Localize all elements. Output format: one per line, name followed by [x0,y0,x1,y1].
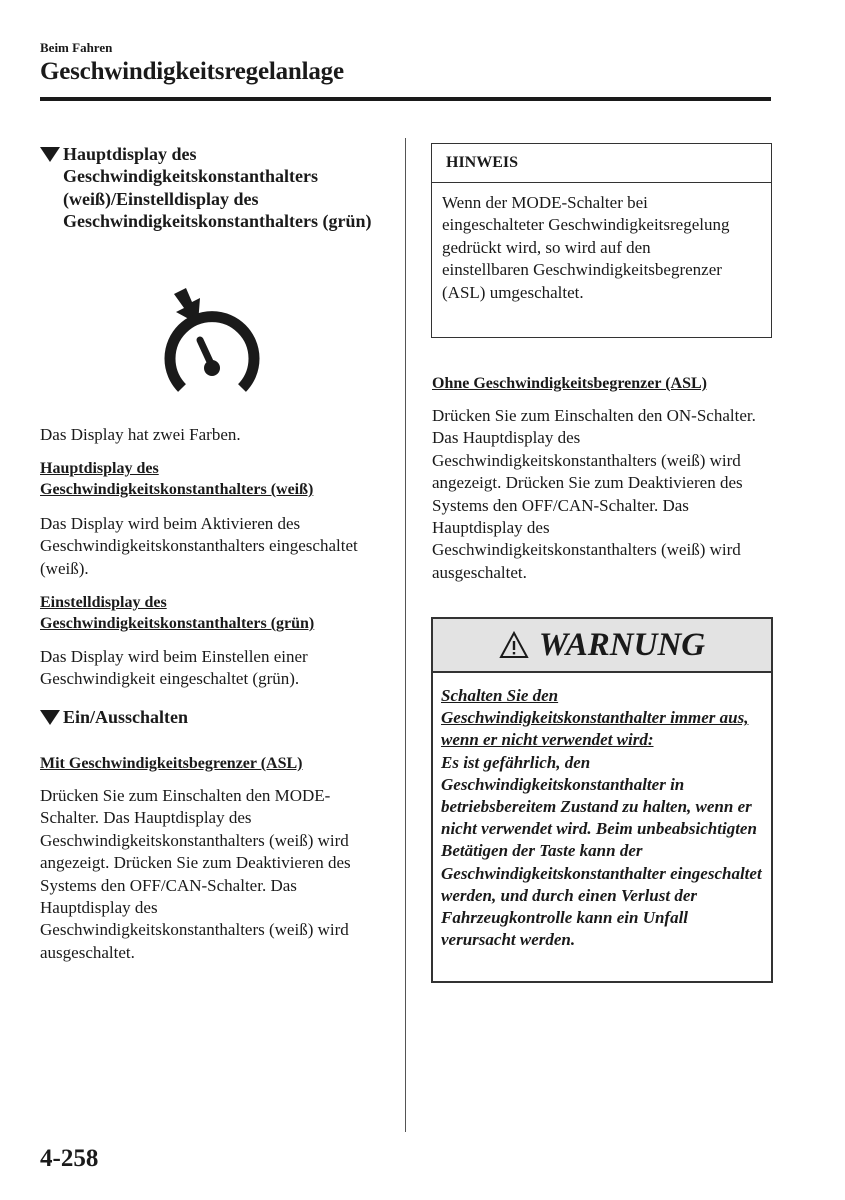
main-display-text: Das Display wird beim Aktivieren des Geschwindigkeitskonstanthalters eingeschaltet (weiß). [40,514,358,578]
warning-text: Es ist gefährlich, den Geschwindigkeitskonstanthalter in betriebsbereitem Zustand zu halten, wenn er nicht verwendet wird. Beim unbeabsichtigten Betätigen der Taste kann der Geschwindigkeitskonstanthalter eingeschaltet werden, und durch einen Verlust der Fahrzeugkontrolle kann ein Unfall verursacht werden. [441,752,762,950]
subheading-set-display: Einstelldisplay des Geschwindigkeitskonstanthalters (grün) [40,594,315,632]
hinweis-box [431,143,772,338]
heading-display-text: Hauptdisplay des Geschwindigkeitskonstanthalters (weiß)/Einstelldisplay des Geschwindigkeitskonstanthalters (grün) [63,144,372,232]
title-rule [40,97,771,101]
intro-text: Das Display hat zwei Farben. [40,425,241,444]
triangle-marker-icon [40,147,60,162]
warning-body [433,673,771,951]
with-asl-text: Drücken Sie zum Einschalten den MODE-Schalter. Das Hauptdisplay des Geschwindigkeitskonstanthalters (weiß) wird angezeigt. Drücken Sie zum Deaktivieren des Systems den OFF/CAN-Schalter. Das Hauptdisplay des Geschwindigkeitskonstanthalters (weiß) wird ausgeschaltet. [40,786,351,962]
page-number: 4-258 [40,1145,99,1172]
warning-box [431,617,773,983]
warning-underlined-text: Schalten Sie den Geschwindigkeitskonstanthalter immer aus, wenn er nicht verwendet wird: [441,686,749,750]
hinweis-title: HINWEIS [432,144,771,183]
set-display-text: Das Display wird beim Einstellen einer Geschwindigkeit eingeschaltet (grün). [40,647,308,689]
heading-on-off-text: Ein/Ausschalten [63,707,189,727]
subheading-main-display: Hauptdisplay des Geschwindigkeitskonstanthalters (weiß) [40,460,314,498]
page-title: Geschwindigkeitsregelanlage [40,58,344,85]
warning-title: WARNUNG [538,626,706,663]
without-asl-text: Drücken Sie zum Einschalten den ON-Schalter. Das Hauptdisplay des Geschwindigkeitskonstanthalters (weiß) wird angezeigt. Drücken Sie zum Deaktivieren des Systems den OFF/CAN-Schalter. Das Hauptdisplay des Geschwindigkeitskonstanthalters (weiß) wird ausgeschaltet. [432,406,756,582]
triangle-marker-icon [40,710,60,725]
section-label: Beim Fahren [40,40,113,55]
subheading-with-asl: Mit Geschwindigkeitsbegrenzer (ASL) [40,755,303,772]
warning-header [433,619,771,673]
heading-on-off [40,706,390,728]
cruise-control-speedometer-icon [160,288,265,403]
hinweis-text: Wenn der MODE-Schalter bei eingeschalteter Geschwindigkeitsregelung gedrückt wird, so wird auf den einstellbaren Geschwindigkeitsbegrenzer (ASL) umgeschaltet. [442,193,730,302]
heading-display [40,143,390,233]
subheading-without-asl: Ohne Geschwindigkeitsbegrenzer (ASL) [432,375,707,392]
warning-triangle-icon [499,631,529,659]
column-divider [405,138,406,1132]
